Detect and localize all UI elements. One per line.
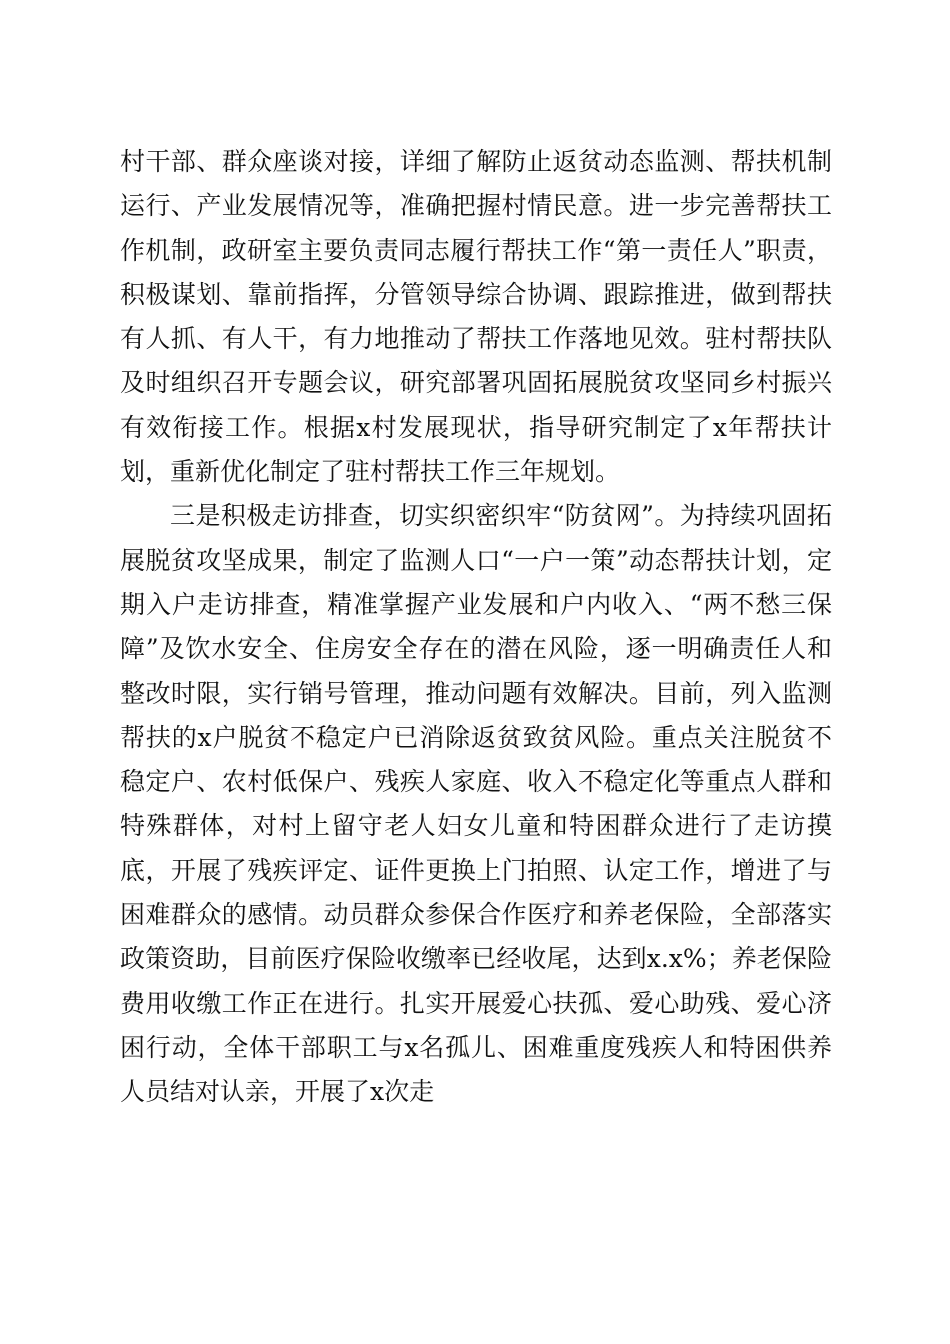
paragraph-1-text: 村干部、群众座谈对接，详细了解防止返贫动态监测、帮扶机制运行、产业发展情况等，准确把握村情民意。进一步完善帮扶工作机制，政研室主要负责同志履行帮扶工作“第一责任人”职责，积极谋划、靠前指挥，分管领导综合协调、跟踪推进，做到帮扶有人抓、有人干，有力地推动了帮扶工作落地见效。驻村帮扶队及时组织召开专题会议，研究部署巩固拓展脱贫攻坚同乡村振兴有效衔接工作。根据x村发展现状，指导研究制定了x年帮扶计划，重新优化制定了驻村帮扶工作三年规划。 — [120, 147, 832, 487]
paragraph-2-lead: 三是积极走访排查，切实织密织牢“防贫网”。 — [170, 501, 680, 531]
paragraph-1 — [120, 140, 832, 494]
paragraph-2-text: 为持续巩固拓展脱贫攻坚成果，制定了监测人口“一户一策”动态帮扶计划，定期入户走访排查，精准掌握产业发展和户内收入、“两不愁三保障”及饮水安全、住房安全存在的潜在风险，逐一明确责任人和整改时限，实行销号管理，推动问题有效解决。目前，列入监测帮扶的x户脱贫不稳定户已消除返贫致贫风险。重点关注脱贫不稳定户、农村低保户、残疾人家庭、收入不稳定化等重点人群和特殊群体，对村上留守老人妇女儿童和特困群众进行了走访摸底，开展了残疾评定、证件更换上门拍照、认定工作，增进了与困难群众的感情。动员群众参保合作医疗和养老保险，全部落实政策资助，目前医疗保险收缴率已经收尾，达到x.x%；养老保险费用收缴工作正在进行。扎实开展爱心扶孤、爱心助残、爱心济困行动，全体干部职工与x名孤儿、困难重度残疾人和特困供养人员结对认亲，开展了x次走 — [120, 501, 832, 1107]
body-text — [120, 140, 832, 1115]
paragraph-2 — [120, 494, 832, 1114]
